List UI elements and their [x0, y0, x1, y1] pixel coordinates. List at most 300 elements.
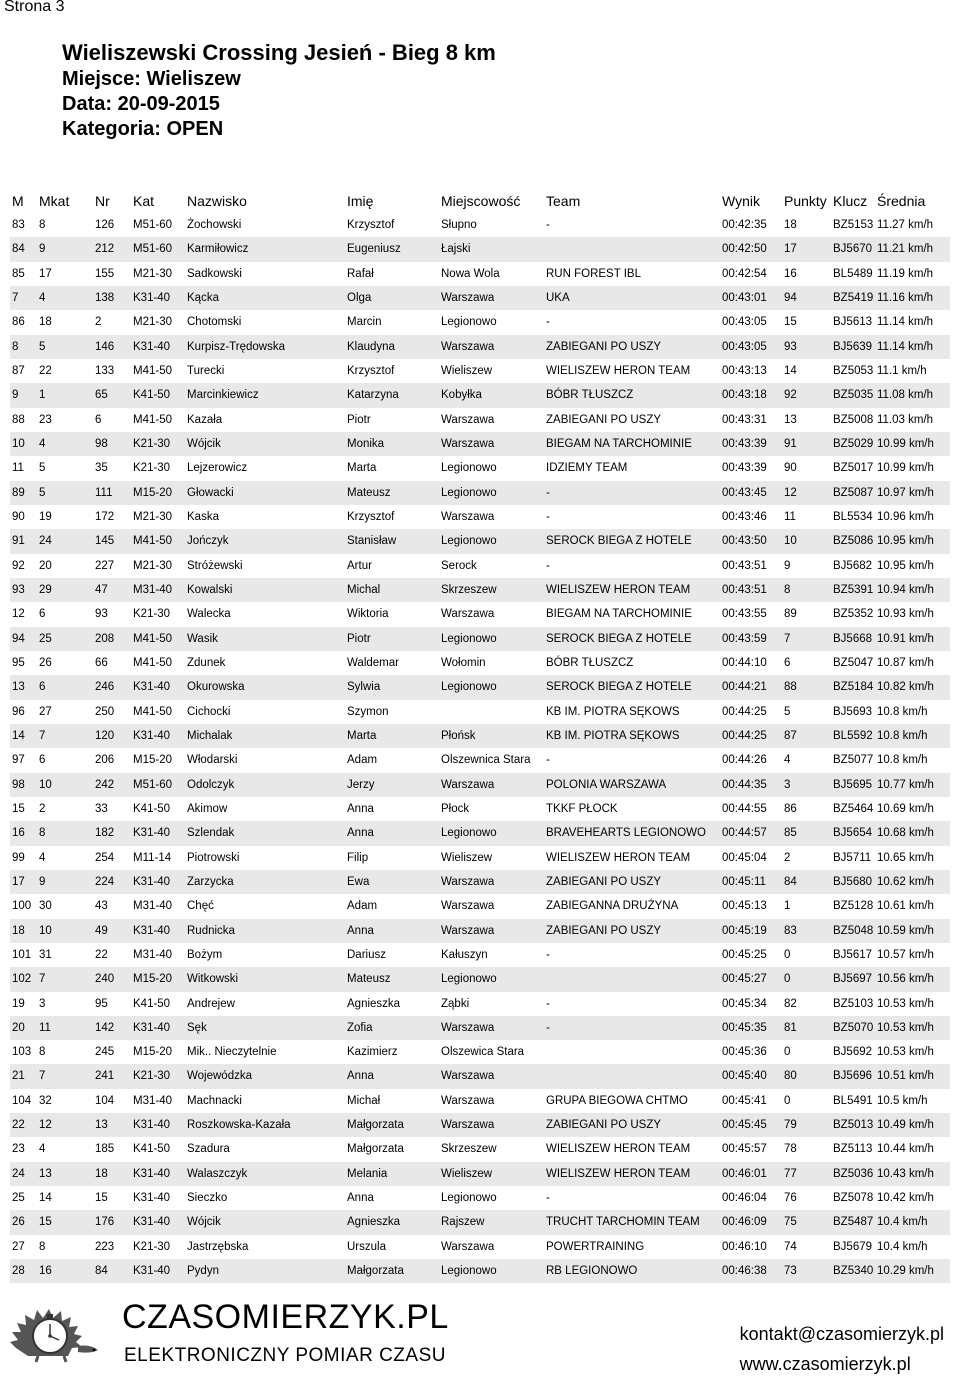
- table-cell: BZ5153: [833, 219, 874, 231]
- table-cell: BZ5078: [833, 1192, 874, 1205]
- table-cell: BJ5711: [833, 851, 872, 864]
- table-cell: BZ5036: [833, 1167, 874, 1180]
- column-header: Imię: [347, 193, 374, 209]
- table-cell: 18: [784, 219, 797, 231]
- table-cell: Machnacki: [187, 1094, 242, 1107]
- table-row: [10, 724, 950, 748]
- table-row: [10, 1040, 950, 1064]
- table-cell: Jończyk: [187, 535, 229, 548]
- table-cell: 85: [784, 827, 797, 840]
- table-cell: 0: [784, 973, 791, 986]
- table-cell: 98: [95, 437, 108, 450]
- table-cell: M15-20: [133, 486, 172, 499]
- table-cell: 120: [95, 729, 115, 742]
- table-cell: 10.69 km/h: [877, 802, 934, 815]
- table-cell: 10.96 km/h: [877, 510, 934, 523]
- table-cell: 100: [12, 900, 32, 913]
- table-cell: 8: [39, 219, 46, 231]
- table-cell: Ząbki: [441, 997, 470, 1010]
- table-cell: Jastrzębska: [187, 1240, 249, 1253]
- table-cell: BJ5692: [833, 1046, 873, 1059]
- table-cell: 11.03 km/h: [877, 413, 934, 426]
- table-cell: 104: [95, 1094, 115, 1107]
- table-cell: BJ5696: [833, 1070, 873, 1083]
- table-cell: Legionowo: [441, 1192, 497, 1205]
- table-cell: Skrzeszew: [441, 1143, 497, 1156]
- table-cell: 10: [12, 437, 25, 450]
- table-cell: 66: [95, 656, 108, 669]
- table-cell: BIEGAM NA TARCHOMINIE: [546, 437, 692, 450]
- table-cell: K41-50: [133, 802, 171, 815]
- table-cell: RUN FOREST IBL: [546, 267, 641, 280]
- table-cell: Wołomin: [441, 656, 486, 669]
- table-row: [10, 456, 950, 480]
- table-cell: Filip: [347, 851, 369, 864]
- table-cell: 10.51 km/h: [877, 1070, 934, 1083]
- table-cell: -: [546, 997, 550, 1010]
- table-cell: 00:44:57: [722, 827, 767, 840]
- column-header: Wynik: [722, 193, 760, 209]
- table-cell: 95: [12, 656, 25, 669]
- table-cell: 10.94 km/h: [877, 583, 934, 596]
- table-cell: -: [546, 510, 550, 523]
- table-cell: Melania: [347, 1167, 388, 1180]
- table-cell: ZABIEGANI PO USZY: [546, 340, 662, 353]
- table-cell: 4: [39, 291, 46, 304]
- table-cell: Warszawa: [441, 1240, 495, 1253]
- table-cell: Krzysztof: [347, 364, 395, 377]
- table-cell: 85: [12, 267, 25, 280]
- table-cell: BZ5128: [833, 900, 874, 913]
- table-cell: BZ5008: [833, 413, 874, 426]
- column-header: Nazwisko: [187, 193, 247, 209]
- table-cell: 5: [39, 340, 46, 353]
- table-cell: RB LEGIONOWO: [546, 1265, 638, 1278]
- table-cell: 26: [12, 1216, 25, 1229]
- table-cell: 126: [95, 219, 115, 231]
- table-cell: ZABIEGANI PO USZY: [546, 875, 662, 888]
- table-cell: 245: [95, 1046, 115, 1059]
- table-cell: Anna: [347, 1192, 374, 1205]
- table-cell: 12: [784, 486, 797, 499]
- table-row: [10, 1064, 950, 1088]
- table-cell: Warszawa: [441, 1070, 495, 1083]
- column-header: Punkty: [784, 193, 827, 209]
- table-row: [10, 1210, 950, 1234]
- table-cell: Piotrowski: [187, 851, 240, 864]
- table-cell: BJ5668: [833, 632, 873, 645]
- table-cell: Agnieszka: [347, 997, 401, 1010]
- table-cell: Wojewódzka: [187, 1070, 252, 1083]
- table-cell: GRUPA BIEGOWA CHTMO: [546, 1094, 688, 1107]
- table-cell: 00:43:45: [722, 486, 767, 499]
- table-cell: BJ5679: [833, 1240, 873, 1253]
- table-cell: 2: [784, 851, 791, 864]
- table-cell: BJ5697: [833, 973, 873, 986]
- table-cell: Warszawa: [441, 291, 495, 304]
- table-cell: Lejzerowicz: [187, 462, 248, 475]
- table-cell: BZ5070: [833, 1021, 874, 1034]
- table-cell: 250: [95, 705, 115, 718]
- table-cell: 00:44:21: [722, 681, 767, 694]
- table-row: [10, 773, 950, 797]
- contact-website: www.czasomierzyk.pl: [739, 1354, 911, 1374]
- table-cell: 15: [784, 316, 797, 329]
- table-row: [10, 627, 950, 651]
- table-cell: 111: [95, 486, 113, 499]
- table-cell: M21-30: [133, 510, 172, 523]
- table-cell: 10.53 km/h: [877, 1046, 934, 1059]
- table-cell: 89: [784, 608, 797, 621]
- table-row: [10, 237, 950, 261]
- table-cell: 86: [784, 802, 797, 815]
- table-cell: Szadura: [187, 1143, 230, 1156]
- table-cell: WIELISZEW HERON TEAM: [546, 851, 691, 864]
- table-cell: 00:45:45: [722, 1119, 767, 1132]
- table-cell: 32: [39, 1094, 52, 1107]
- table-cell: 10.99 km/h: [877, 462, 934, 475]
- table-cell: 00:43:39: [722, 462, 767, 475]
- table-cell: 00:42:50: [722, 243, 767, 256]
- column-header: Klucz: [833, 193, 868, 209]
- table-row: [10, 894, 950, 918]
- table-cell: BZ5053: [833, 364, 874, 377]
- table-cell: 11.19 km/h: [877, 267, 934, 280]
- table-cell: 11.27 km/h: [877, 219, 934, 231]
- table-cell: 10.91 km/h: [877, 632, 934, 645]
- table-cell: 00:42:54: [722, 267, 767, 280]
- table-cell: 74: [784, 1240, 797, 1253]
- table-cell: 28: [12, 1265, 25, 1278]
- table-cell: ZABIEGANI PO USZY: [546, 924, 662, 937]
- table-cell: 8: [39, 1046, 46, 1059]
- table-cell: Głowacki: [187, 486, 234, 499]
- table-cell: Sadkowski: [187, 267, 242, 280]
- table-cell: 172: [95, 510, 115, 523]
- table-cell: BZ5464: [833, 802, 874, 815]
- table-cell: 10.4 km/h: [877, 1240, 928, 1253]
- table-cell: 10.77 km/h: [877, 778, 934, 791]
- table-cell: Legionowo: [441, 535, 497, 548]
- table-cell: Chotomski: [187, 316, 242, 329]
- table-cell: K31-40: [133, 924, 171, 937]
- table-cell: 10.43 km/h: [877, 1167, 934, 1180]
- table-cell: 7: [39, 973, 46, 986]
- table-cell: Andrejew: [187, 997, 235, 1010]
- table-cell: 11: [12, 462, 24, 475]
- race-title: Wieliszewski Crossing Jesień - Bieg 8 km: [62, 40, 496, 65]
- contact-email: kontakt@czasomierzyk.pl: [739, 1324, 944, 1344]
- table-cell: Skrzeszew: [441, 583, 497, 596]
- table-cell: 11: [39, 1021, 51, 1034]
- table-cell: Michal: [347, 583, 381, 596]
- table-cell: -: [546, 219, 550, 231]
- table-cell: Krzysztof: [347, 510, 395, 523]
- table-cell: Katarzyna: [347, 389, 399, 402]
- table-cell: 15: [95, 1192, 108, 1205]
- table-cell: 4: [784, 754, 791, 767]
- table-cell: BZ5087: [833, 486, 874, 499]
- table-cell: 241: [95, 1070, 115, 1083]
- table-cell: 00:43:51: [722, 559, 767, 572]
- table-cell: Słupno: [441, 219, 477, 231]
- table-cell: 242: [95, 778, 115, 791]
- table-row: [10, 1235, 950, 1259]
- table-cell: BJ5654: [833, 827, 873, 840]
- table-cell: 17: [784, 243, 797, 256]
- table-cell: Krzysztof: [347, 219, 395, 231]
- table-cell: -: [546, 754, 550, 767]
- table-cell: 5: [784, 705, 791, 718]
- table-cell: 10: [39, 778, 52, 791]
- table-cell: 22: [95, 948, 108, 961]
- table-cell: Jerzy: [347, 778, 375, 791]
- table-cell: 101: [12, 948, 32, 961]
- table-cell: 12: [12, 608, 25, 621]
- table-cell: Szymon: [347, 705, 389, 718]
- table-cell: 9: [39, 875, 46, 888]
- table-cell: 10.56 km/h: [877, 973, 934, 986]
- table-cell: Wójcik: [187, 437, 221, 450]
- table-cell: 11.16 km/h: [877, 291, 934, 304]
- table-cell: 0: [784, 1094, 791, 1107]
- table-cell: BZ5047: [833, 656, 874, 669]
- table-cell: 26: [39, 656, 52, 669]
- table-cell: Wiktoria: [347, 608, 389, 621]
- table-cell: Kobyłka: [441, 389, 482, 402]
- table-cell: 00:42:35: [722, 219, 767, 231]
- table-cell: IDZIEMY TEAM: [546, 462, 628, 475]
- table-row: [10, 432, 950, 456]
- table-cell: 11.1 km/h: [877, 364, 927, 377]
- table-cell: 91: [784, 437, 797, 450]
- table-cell: Żochowski: [187, 219, 242, 231]
- race-place: Miejsce: Wieliszew: [62, 68, 241, 90]
- table-cell: BÓBR TŁUSZCZ: [546, 389, 634, 402]
- table-cell: Anna: [347, 827, 374, 840]
- table-cell: Kazimierz: [347, 1046, 398, 1059]
- table-cell: M15-20: [133, 1046, 172, 1059]
- table-cell: Włodarski: [187, 754, 238, 767]
- table-cell: K31-40: [133, 340, 171, 353]
- table-cell: Legionowo: [441, 973, 497, 986]
- table-cell: 00:45:13: [722, 900, 767, 913]
- table-cell: 81: [784, 1021, 797, 1034]
- table-cell: BJ5693: [833, 705, 873, 718]
- table-cell: Walecka: [187, 608, 231, 621]
- table-cell: 93: [784, 340, 797, 353]
- table-cell: 11.14 km/h: [877, 316, 934, 329]
- table-cell: 83: [784, 924, 797, 937]
- table-cell: 94: [12, 632, 25, 645]
- table-cell: 77: [784, 1167, 797, 1180]
- table-cell: BZ5184: [833, 681, 874, 694]
- table-cell: Kazała: [187, 413, 223, 426]
- table-cell: 4: [39, 437, 46, 450]
- table-cell: 185: [95, 1143, 115, 1156]
- table-cell: 00:46:04: [722, 1192, 767, 1205]
- table-cell: Łajski: [441, 243, 471, 256]
- table-cell: BIEGAM NA TARCHOMINIE: [546, 608, 692, 621]
- table-cell: 99: [12, 851, 25, 864]
- table-cell: K21-30: [133, 1240, 171, 1253]
- table-cell: K21-30: [133, 608, 171, 621]
- table-cell: M31-40: [133, 900, 172, 913]
- table-cell: BJ5670: [833, 243, 873, 256]
- table-cell: 11.14 km/h: [877, 340, 934, 353]
- table-cell: Eugeniusz: [347, 243, 401, 256]
- table-cell: BZ5035: [833, 389, 874, 402]
- table-cell: M41-50: [133, 656, 172, 669]
- table-cell: K31-40: [133, 729, 171, 742]
- table-cell: 9: [12, 389, 19, 402]
- results-header: [62, 39, 496, 142]
- table-cell: 00:46:38: [722, 1265, 767, 1278]
- table-cell: 103: [12, 1046, 32, 1059]
- table-cell: 20: [12, 1021, 25, 1034]
- table-row: [10, 505, 950, 529]
- table-cell: K31-40: [133, 1216, 171, 1229]
- table-cell: BJ5617: [833, 948, 873, 961]
- table-cell: 00:44:10: [722, 656, 767, 669]
- table-cell: 4: [39, 851, 46, 864]
- table-cell: 8: [39, 1240, 46, 1253]
- table-cell: BL5491: [833, 1094, 873, 1107]
- table-cell: 7: [39, 729, 46, 742]
- column-header: Team: [546, 193, 581, 209]
- table-cell: Michał: [347, 1094, 381, 1107]
- table-cell: 00:45:11: [722, 875, 766, 888]
- table-cell: 3: [784, 778, 791, 791]
- table-cell: Stanisław: [347, 535, 397, 548]
- table-cell: 10.68 km/h: [877, 827, 934, 840]
- table-cell: K21-30: [133, 437, 171, 450]
- table-cell: 84: [95, 1265, 108, 1278]
- table-cell: 1: [39, 389, 46, 402]
- table-cell: 75: [784, 1216, 797, 1229]
- table-cell: Rafał: [347, 267, 374, 280]
- table-cell: 18: [39, 316, 52, 329]
- table-cell: 27: [39, 705, 52, 718]
- table-cell: Zarzycka: [187, 875, 234, 888]
- table-cell: Płońsk: [441, 729, 476, 742]
- contact-block: [740, 1319, 944, 1379]
- table-row: [10, 992, 950, 1016]
- table-cell: BRAVEHEARTS LEGIONOWO: [546, 827, 706, 840]
- table-cell: BÓBR TŁUSZCZ: [546, 656, 634, 669]
- table-cell: Warszawa: [441, 924, 495, 937]
- table-cell: 33: [95, 802, 108, 815]
- table-cell: Klaudyna: [347, 340, 395, 353]
- table-cell: SEROCK BIEGA Z HOTELE: [546, 535, 692, 548]
- table-cell: BZ5077: [833, 754, 874, 767]
- table-cell: Kałuszyn: [441, 948, 488, 961]
- table-row: [10, 919, 950, 943]
- table-cell: 16: [12, 827, 25, 840]
- table-cell: Adam: [347, 754, 378, 767]
- table-cell: 145: [95, 535, 115, 548]
- table-cell: Adam: [347, 900, 378, 913]
- table-cell: Legionowo: [441, 462, 497, 475]
- table-cell: 10.53 km/h: [877, 1021, 934, 1034]
- table-cell: 00:43:46: [722, 510, 767, 523]
- table-cell: Rudnicka: [187, 924, 235, 937]
- table-cell: BJ5682: [833, 559, 873, 572]
- table-cell: -: [546, 486, 550, 499]
- table-row: [10, 1137, 950, 1161]
- table-cell: 176: [95, 1216, 115, 1229]
- table-cell: 10.44 km/h: [877, 1143, 934, 1156]
- table-cell: 00:43:39: [722, 437, 767, 450]
- table-cell: 00:45:57: [722, 1143, 767, 1156]
- table-cell: WIELISZEW HERON TEAM: [546, 1167, 691, 1180]
- table-cell: 76: [784, 1192, 797, 1205]
- table-cell: 17: [12, 875, 25, 888]
- table-cell: Chęć: [187, 900, 214, 913]
- column-header: Nr: [95, 193, 110, 209]
- table-cell: 91: [12, 535, 25, 548]
- table-cell: 10.65 km/h: [877, 851, 934, 864]
- table-cell: Monika: [347, 437, 385, 450]
- table-row: [10, 870, 950, 894]
- table-cell: 00:45:04: [722, 851, 767, 864]
- table-cell: 00:45:27: [722, 973, 767, 986]
- table-cell: 10.5 km/h: [877, 1094, 928, 1107]
- table-cell: Warszawa: [441, 340, 495, 353]
- table-cell: K31-40: [133, 827, 171, 840]
- table-cell: 10.8 km/h: [877, 705, 928, 718]
- table-cell: Artur: [347, 559, 372, 572]
- table-cell: BJ5695: [833, 778, 873, 791]
- table-cell: 11.08 km/h: [877, 389, 934, 402]
- table-cell: 133: [95, 364, 115, 377]
- table-cell: 8: [784, 583, 791, 596]
- table-cell: K21-30: [133, 462, 171, 475]
- table-cell: 00:43:01: [722, 291, 767, 304]
- table-cell: 6: [39, 608, 46, 621]
- table-cell: 10.87 km/h: [877, 656, 934, 669]
- table-cell: Odolczyk: [187, 778, 235, 791]
- table-cell: 79: [784, 1119, 797, 1132]
- table-cell: -: [546, 559, 550, 572]
- table-cell: 10.59 km/h: [877, 924, 934, 937]
- table-cell: 10.97 km/h: [877, 486, 934, 499]
- table-cell: Kurpisz-Trędowska: [187, 340, 285, 353]
- table-cell: Wieliszew: [441, 1167, 493, 1180]
- table-cell: Warszawa: [441, 1094, 495, 1107]
- table-cell: 00:45:35: [722, 1021, 767, 1034]
- table-cell: 6: [39, 754, 46, 767]
- stopwatch-hedgehog-logo-icon: [8, 1298, 104, 1364]
- table-cell: 93: [95, 608, 108, 621]
- table-row: [10, 943, 950, 967]
- table-cell: 90: [784, 462, 797, 475]
- table-cell: Zofia: [347, 1021, 373, 1034]
- table-cell: M31-40: [133, 583, 172, 596]
- table-cell: 0: [784, 1046, 791, 1059]
- table-cell: K31-40: [133, 1167, 171, 1180]
- table-cell: 13: [39, 1167, 52, 1180]
- table-header-row: [10, 189, 950, 213]
- table-cell: Akimow: [187, 802, 228, 815]
- table-cell: K41-50: [133, 389, 171, 402]
- table-row: [10, 578, 950, 602]
- table-cell: Witkowski: [187, 973, 239, 986]
- table-cell: 208: [95, 632, 115, 645]
- table-cell: 138: [95, 291, 115, 304]
- table-cell: 47: [95, 583, 108, 596]
- table-cell: 212: [95, 243, 115, 256]
